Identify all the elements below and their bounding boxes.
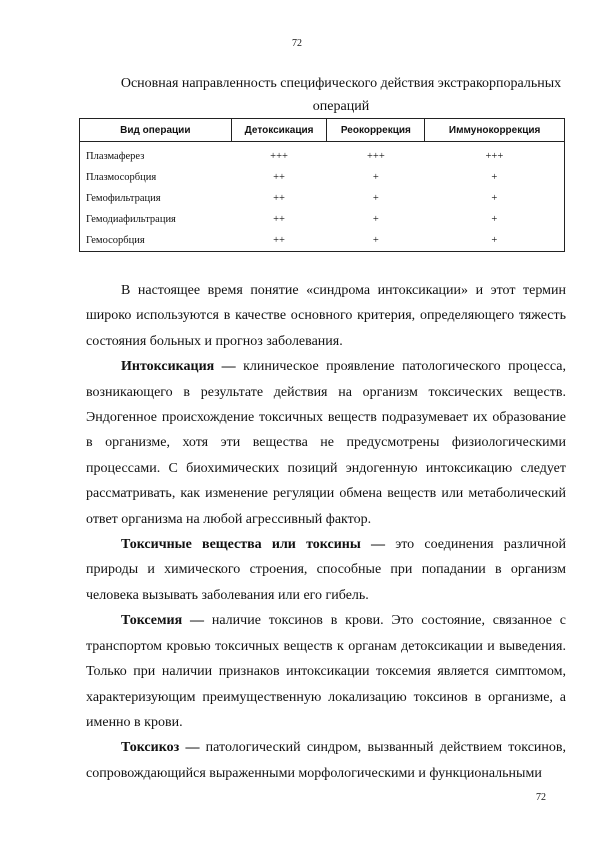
body-text	[86, 278, 566, 786]
paragraph-toxicosis	[86, 735, 566, 786]
immunocorrection-value: +	[425, 188, 565, 209]
paragraph-toxins	[86, 532, 566, 608]
detox-value: ++	[273, 172, 285, 183]
operations-table	[79, 118, 565, 252]
term-intoxication: Интоксикация —	[121, 359, 236, 375]
term-toxicosis: Токсикоз —	[121, 740, 200, 756]
column-header-detox: Детоксикация	[231, 119, 327, 142]
operation-name: Гемосорбция	[80, 230, 232, 252]
page-number-top: 72	[292, 38, 302, 49]
page-number-bottom: 72	[536, 792, 546, 803]
paragraph-text: наличие токсинов в крови. Это состояние, связанное с транспортом кровью токсичных веществ к органам детоксикации и выведения. Только при наличии признаков интоксикации токсемия является симптомом, характеризующим преимущественную локализацию токсинов в организме, а именно в крови.	[86, 613, 567, 730]
paragraph-text: клиническое проявление патологического процесса, возникающего в результате действия на организм токсических веществ. Эндогенное происхождение токсичных веществ подразумевает их образование в организме, хотя эти вещества не предусмотрены физиологическими процессами. С биохимических позиций эндогенную интоксикацию следует рассматривать, как изменение регуляции обмена веществ или метаболический ответ организма на любой агрессивный фактор.	[86, 359, 566, 527]
immunocorrection-value: +++	[425, 142, 565, 168]
table-header-row	[80, 119, 565, 142]
detox-value: ++	[231, 230, 327, 252]
table-row	[80, 142, 565, 168]
paragraph-intoxication	[86, 354, 566, 532]
rheocorrection-value: +	[372, 214, 379, 225]
column-header-rheocorrection: Реокоррекция	[327, 119, 425, 142]
table-row	[80, 188, 565, 209]
immunocorrection-value: +	[425, 167, 565, 188]
term-toxins: Токсичные вещества или токсины —	[121, 537, 385, 553]
table-caption: Основная направленность специфического действия экстракорпоральных операций	[120, 76, 562, 114]
rheocorrection-value: +	[372, 172, 379, 183]
term-toxemia: Токсемия —	[121, 613, 205, 629]
paragraph-intro	[86, 278, 566, 354]
column-header-operation: Вид операции	[80, 119, 232, 142]
paragraph-text: В настоящее время понятие «синдрома интоксикации» и этот термин широко используются в качестве основного критерия, определяющего тяжесть состояния больных и прогноз заболевания.	[86, 283, 566, 349]
table-row	[80, 167, 565, 188]
detox-value: ++	[273, 193, 285, 204]
detox-value: +++	[270, 151, 288, 162]
column-header-immunocorrection: Иммунокоррекция	[425, 119, 565, 142]
rheocorrection-value: +++	[366, 151, 385, 162]
operation-name: Плазмаферез	[80, 142, 232, 168]
operation-name: Гемофильтрация	[80, 188, 232, 209]
table-row	[80, 209, 565, 230]
paragraph-toxemia	[86, 608, 566, 735]
paragraph-text: это соединения различной природы и химического строения, способные при попадании в организм человека вызывать заболевания или его гибель.	[86, 537, 566, 603]
rheocorrection-value: +	[327, 230, 425, 252]
operation-name: Плазмосорбция	[80, 167, 232, 188]
immunocorrection-value: +	[425, 209, 565, 230]
detox-value: ++	[273, 214, 285, 225]
paragraph-text: патологический синдром, вызванный действием токсинов, сопровождающийся выраженными морфологическими и функциональными	[86, 740, 567, 781]
operation-name: Гемодиафильтрация	[80, 209, 232, 230]
rheocorrection-value: +	[372, 193, 379, 204]
table-row	[80, 230, 565, 252]
immunocorrection-value: +	[425, 230, 565, 252]
